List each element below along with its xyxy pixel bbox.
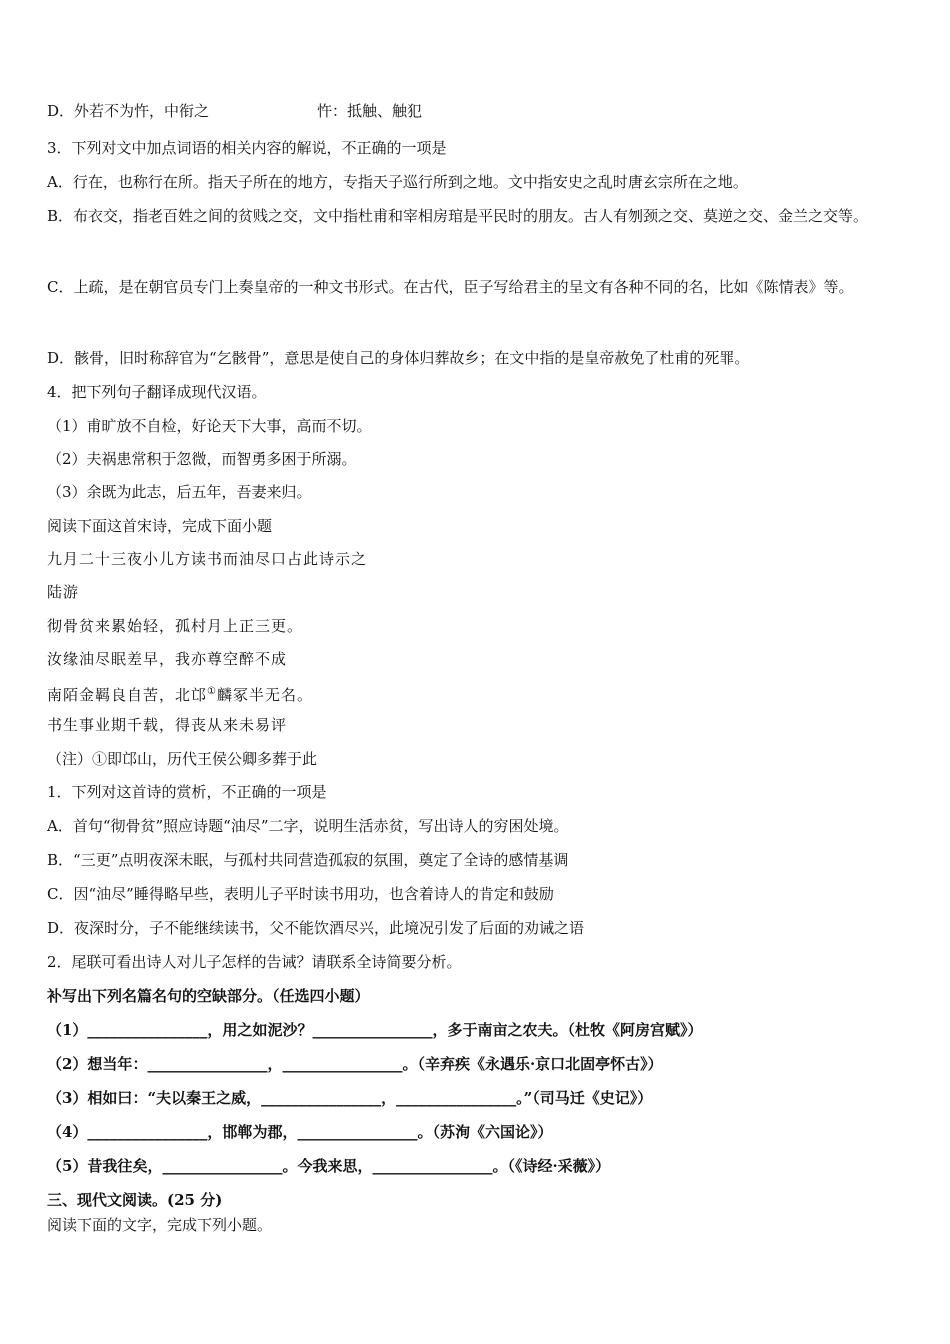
poem-q2-stem: 2．尾联可看出诗人对儿子怎样的告诫？请联系全诗简要分析。	[47, 953, 462, 971]
poem-author: 陆游	[47, 583, 80, 601]
q4-sentence-3: （3）余既为此志，后五年，吾妻来归。	[47, 483, 312, 501]
q3-option-b: B．布衣交，指老百姓之间的贫贱之交，文中指杜甫和宰相房琯是平民时的朋友。古人有刎颈之交、莫逆之交、金兰之交等。	[47, 207, 869, 225]
q4-sentence-1: （1）甫旷放不自检，好论天下大事，高而不切。	[47, 417, 372, 435]
poem-q1-stem: 1．下列对这首诗的赏析，不正确的一项是	[47, 783, 327, 801]
poem-intro: 阅读下面这首宋诗，完成下面小题	[47, 517, 273, 535]
q2-option-d-note: 忤：抵触、触犯	[317, 102, 423, 120]
q3-option-a: A．行在，也称行在所。指天子所在的地方，专指天子巡行所到之地。文中指安史之乱时唐玄宗所在之地。	[47, 173, 748, 191]
section-3-intro: 阅读下面的文字，完成下列小题。	[47, 1216, 273, 1234]
q2-option-d	[47, 101, 917, 121]
fill-blank-item-2: （2）想当年：________________，________________。（辛弃疾《永遇乐·京口北固亭怀古》）	[47, 1055, 663, 1073]
section-3-heading: 三、现代文阅读。(25 分)	[47, 1191, 223, 1209]
poem-line-3	[47, 682, 917, 705]
poem-q1-option-c: C．因“油尽”睡得略早些，表明儿子平时读书用功，也含着诗人的肯定和鼓励	[47, 885, 554, 903]
poem-q1-option-b: B．“三更”点明夜深未眠，与孤村共同营造孤寂的氛围，奠定了全诗的感情基调	[47, 851, 569, 869]
poem-footnote-marker: ①	[207, 686, 217, 697]
fill-blank-heading: 补写出下列名篇名句的空缺部分。（任选四小题）	[47, 987, 370, 1005]
poem-line-1: 彻骨贫来累始轻，孤村月上正三更。	[47, 617, 304, 635]
poem-note: （注）①即邙山，历代王侯公卿多葬于此	[47, 750, 318, 768]
q3-option-d: D．骸骨，旧时称辞官为“乞骸骨”，意思是使自己的身体归葬故乡；在文中指的是皇帝赦免了杜甫的死罪。	[47, 349, 750, 367]
poem-line-3-part-a: 南陌金羁良自苦，北邙	[47, 686, 208, 704]
q4-sentence-2: （2）夫祸患常积于忽微，而智勇多困于所溺。	[47, 450, 357, 468]
fill-blank-item-4: （4）________________，邯郸为郡，________________。（苏洵《六国论》）	[47, 1123, 553, 1141]
fill-blank-item-5: （5）昔我往矣，________________。今我来思，________________。（《诗经·采薇》）	[47, 1157, 611, 1175]
q2-option-d-text: D．外若不为忤，中衔之	[47, 102, 210, 120]
poem-title: 九月二十三夜小儿方读书而油尽口占此诗示之	[47, 550, 368, 568]
fill-blank-item-1: （1）________________，用之如泥沙？________________，多于南亩之农夫。（杜牧《阿房宫赋》）	[47, 1021, 703, 1039]
poem-q1-option-d: D．夜深时分，子不能继续读书，父不能饮酒尽兴，此境况引发了后面的劝诫之语	[47, 919, 585, 937]
fill-blank-item-3: （3）相如曰：“夫以秦王之威，________________，________________。”（司马迁《史记》）	[47, 1089, 653, 1107]
poem-line-3-part-b: 麟冢半无名。	[216, 686, 313, 704]
poem-q1-option-a: A．首句“彻骨贫”照应诗题“油尽”二字，说明生活赤贫，写出诗人的穷困处境。	[47, 817, 569, 835]
q3-stem: 3．下列对文中加点词语的相关内容的解说，不正确的一项是	[47, 139, 447, 157]
poem-line-2: 汝缘油尽眠差早，我亦尊空醉不成	[47, 650, 288, 668]
q4-stem: 4．把下列句子翻译成现代汉语。	[47, 383, 267, 401]
poem-line-4: 书生事业期千载，得丧从来未易评	[47, 716, 288, 734]
q3-option-c: C．上疏，是在朝官员专门上奏皇帝的一种文书形式。在古代，臣子写给君主的呈文有各种不同的名，比如《陈情表》等。	[47, 278, 854, 296]
